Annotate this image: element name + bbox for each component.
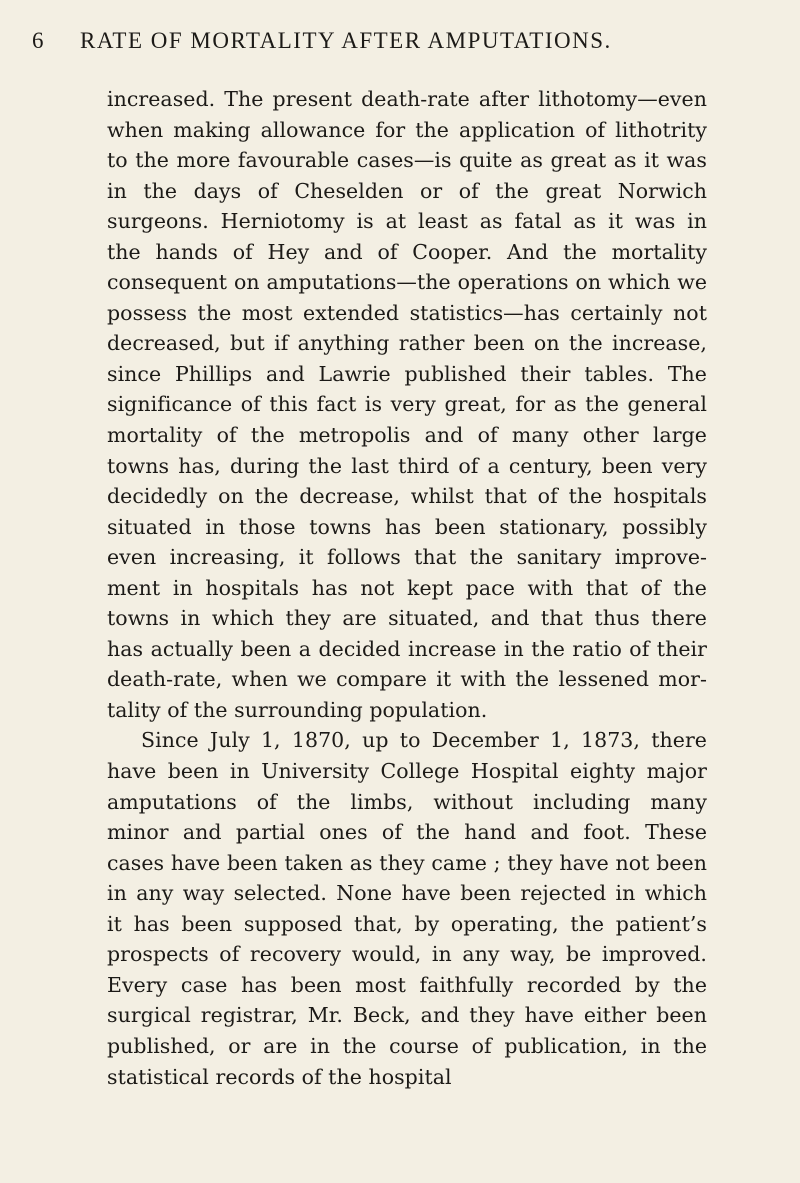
text-line: towns in which they are situated, and that thus there (107, 606, 707, 631)
text-line: ment in hospitals has not kept pace with that of the (107, 575, 707, 600)
text-line: surgical registrar, Mr. Beck, and they have either been (107, 1003, 707, 1028)
text-line: has actually been a decided increase in the ratio of their (107, 636, 707, 661)
text-line: minor and partial ones of the hand and foot. These (107, 820, 707, 845)
text-line: consequent on amputations—the operations on which we (107, 270, 707, 295)
text-line: mortality of the metropolis and of many other large (107, 423, 707, 448)
page-number: 6 (32, 28, 45, 53)
text-line: published, or are in the course of publication, in the (107, 1033, 707, 1058)
paragraph-1 (107, 84, 707, 725)
running-title: RATE OF MORTALITY AFTER AMPUTATIONS. (80, 28, 612, 53)
text-line: when making allowance for the application of lithotrity (107, 117, 707, 142)
text-line: tality of the surrounding population. (107, 697, 488, 722)
text-line: surgeons. Herniotomy is at least as fatal as it was in (107, 209, 707, 234)
text-line: it has been supposed that, by operating, the patient’s (107, 911, 707, 936)
text-line: towns has, during the last third of a century, been very (107, 453, 707, 478)
text-line: Every case has been most faithfully recorded by the (107, 972, 707, 997)
text-line: possess the most extended statistics—has certainly not (107, 300, 707, 325)
text-line: amputations of the limbs, without including many (107, 789, 707, 814)
text-line: statistical records of the hospital (107, 1064, 452, 1089)
text-line: significance of this fact is very great, for as the general (107, 392, 707, 417)
text-line: to the more favourable cases—is quite as great as it was (107, 148, 707, 173)
text-line: decidedly on the decrease, whilst that of the hospitals (107, 484, 707, 509)
running-head (32, 28, 732, 62)
text-line: Since July 1, 1870, up to December 1, 1873, there (141, 728, 707, 753)
text-line: increased. The present death-rate after lithotomy—even (107, 87, 707, 111)
text-line: death-rate, when we compare it with the lessened mor- (107, 667, 707, 692)
body-text (107, 84, 707, 1092)
text-line: in the days of Cheselden or of the great Norwich (107, 178, 707, 203)
text-line: in any way selected. None have been rejected in which (107, 881, 707, 906)
text-line: the hands of Hey and of Cooper. And the mortality (107, 239, 707, 264)
text-line: cases have been taken as they came ; they have not been (107, 850, 707, 875)
text-line: even increasing, it follows that the sanitary improve- (107, 545, 707, 570)
text-line: since Phillips and Lawrie published their tables. The (107, 361, 707, 386)
text-line: have been in University College Hospital eighty major (107, 759, 707, 784)
text-line: decreased, but if anything rather been on the increase, (107, 331, 707, 356)
paragraph-2 (107, 725, 707, 1092)
text-line: prospects of recovery would, in any way, be improved. (107, 942, 707, 967)
text-line: situated in those towns has been stationary, possibly (107, 514, 707, 539)
